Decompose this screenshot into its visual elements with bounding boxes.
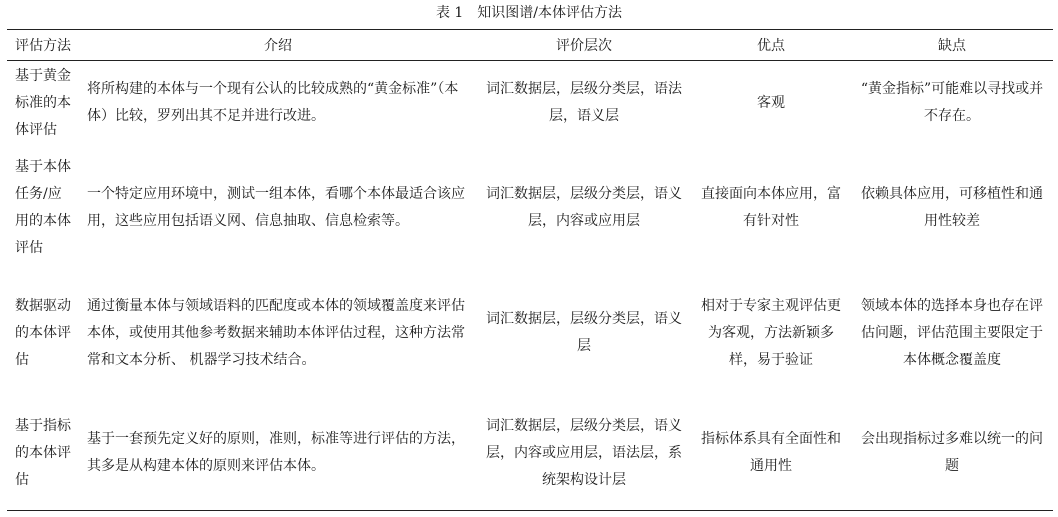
cell-method: 基于指标的本体评估 — [15, 417, 71, 488]
header-intro: 介绍 — [79, 30, 477, 61]
cell-cons: “黄金指标”可能难以寻找或并不存在。 — [860, 81, 1044, 124]
table-row — [7, 61, 1053, 146]
cell-pros: 相对于专家主观评估更为客观，方法新颖多样，易于验证 — [701, 297, 841, 368]
cell-intro: 通过衡量本体与领域语料的匹配度或本体的领域覆盖度来评估本体，或使用其他参考数据来辅助本体评估过程，这种方法常常和文本分析、 机器学习技术结合。 — [87, 297, 465, 368]
cell-method: 基于本体任务/应用的本体评估 — [15, 158, 71, 256]
cell-level: 词汇数据层，层级分类层，语义层，内容或应用层，语法层，系统架构设计层 — [486, 417, 682, 488]
table-header-row — [7, 30, 1053, 61]
header-cons: 缺点 — [851, 30, 1053, 61]
header-pros: 优点 — [691, 30, 851, 61]
cell-pros: 指标体系具有全面性和通用性 — [701, 431, 841, 474]
table-row — [7, 396, 1053, 511]
cell-intro: 基于一套预先定义好的原则，准则，标准等进行评估的方法，其多是从构建本体的原则来评估本体。 — [87, 431, 465, 474]
table-row — [7, 145, 1053, 270]
cell-method: 基于黄金标准的本体评估 — [15, 67, 71, 138]
cell-cons: 依赖具体应用，可移植性和通用性较差 — [861, 185, 1043, 229]
cell-cons: 领域本体的选择本身也存在评估问题，评估范围主要限定于本体概念覆盖度 — [861, 297, 1043, 368]
evaluation-methods-table — [7, 29, 1053, 511]
cell-pros: 直接面向本体应用，富有针对性 — [701, 185, 841, 229]
cell-intro: 将所构建的本体与一个现有公认的比较成熟的“黄金标准”（本体）比较，罗列出其不足并进行改进。 — [87, 81, 459, 124]
cell-intro: 一个特定应用环境中，测试一组本体，看哪个本体最适合该应用，这些应用包括语义网、信息抽取、信息检索等。 — [87, 185, 465, 229]
cell-level: 词汇数据层，层级分类层，语义层 — [486, 311, 682, 354]
cell-pros: 客观 — [757, 94, 785, 111]
cell-level: 词汇数据层，层级分类层，语法层，语义层 — [486, 81, 682, 124]
table-row — [7, 270, 1053, 396]
table-caption: 表 1 知识图谱/本体评估方法 — [435, 5, 623, 21]
header-method: 评估方法 — [7, 30, 79, 61]
cell-method: 数据驱动的本体评估 — [15, 297, 71, 368]
cell-level: 词汇数据层，层级分类层，语义层，内容或应用层 — [486, 185, 682, 229]
header-level: 评价层次 — [477, 30, 691, 61]
cell-cons: 会出现指标过多难以统一的问题 — [861, 431, 1043, 474]
